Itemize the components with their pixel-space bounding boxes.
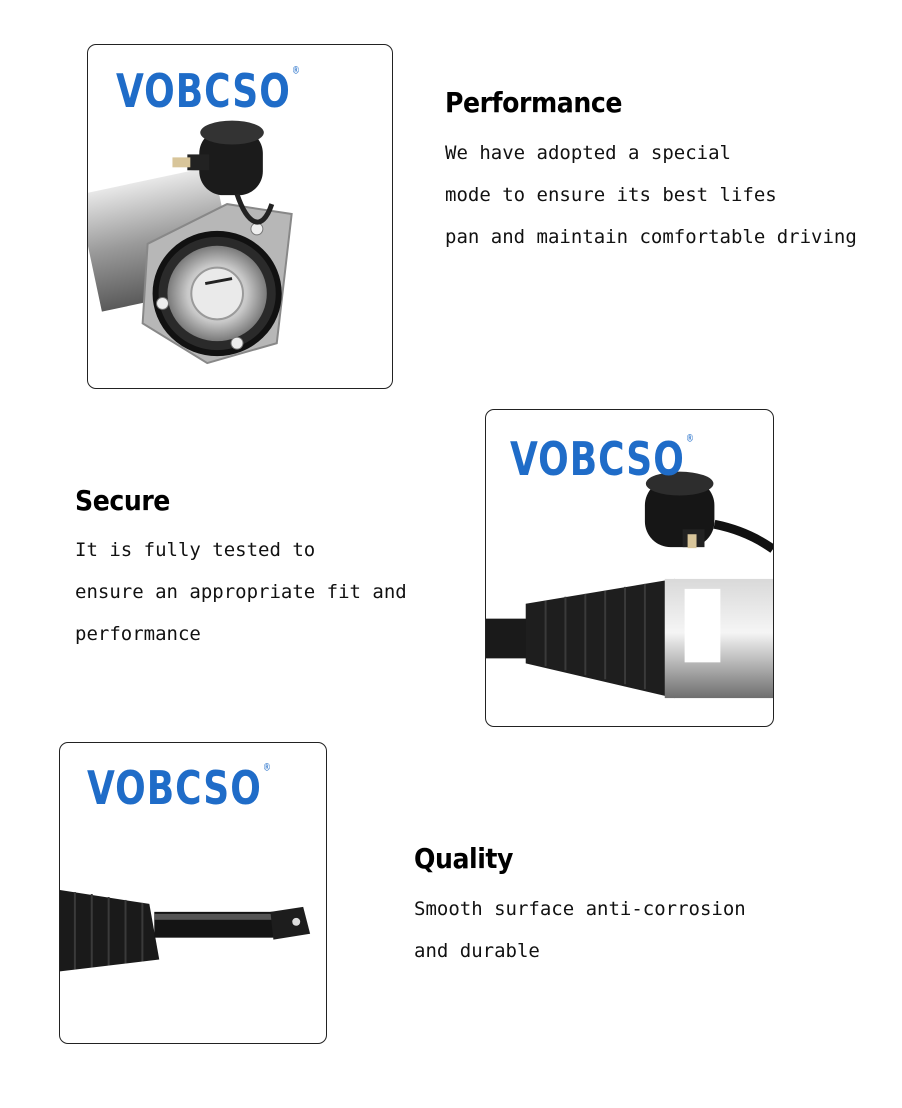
text-line: pan and maintain comfortable driving <box>445 226 857 248</box>
section-text-secure <box>75 529 407 655</box>
section-title-quality: Quality <box>414 842 513 875</box>
text-line: and durable <box>414 940 540 962</box>
text-line: It is fully tested to <box>75 539 316 561</box>
brand-logo-text: VOBCSO <box>87 762 262 816</box>
section-title-performance: Performance <box>445 86 622 119</box>
brand-logo-text: VOBCSO <box>116 65 291 119</box>
product-image-top-mount <box>87 44 393 389</box>
registered-mark: ® <box>291 65 301 78</box>
product-image-shock-rod <box>59 742 327 1044</box>
brand-logo <box>116 65 301 119</box>
text-line: We have adopted a special <box>445 142 731 164</box>
text-line: ensure an appropriate fit and <box>75 581 407 603</box>
section-text-performance <box>445 132 857 258</box>
brand-logo <box>87 762 272 816</box>
registered-mark: ® <box>685 433 695 446</box>
section-title-secure: Secure <box>75 484 170 517</box>
brand-logo <box>510 433 695 487</box>
registered-mark: ® <box>262 762 272 775</box>
text-line: performance <box>75 623 201 645</box>
product-image-bellows <box>485 409 774 727</box>
section-text-quality <box>414 888 746 972</box>
text-line: Smooth surface anti-corrosion <box>414 898 746 920</box>
text-line: mode to ensure its best lifes <box>445 184 777 206</box>
brand-logo-text: VOBCSO <box>510 433 685 487</box>
